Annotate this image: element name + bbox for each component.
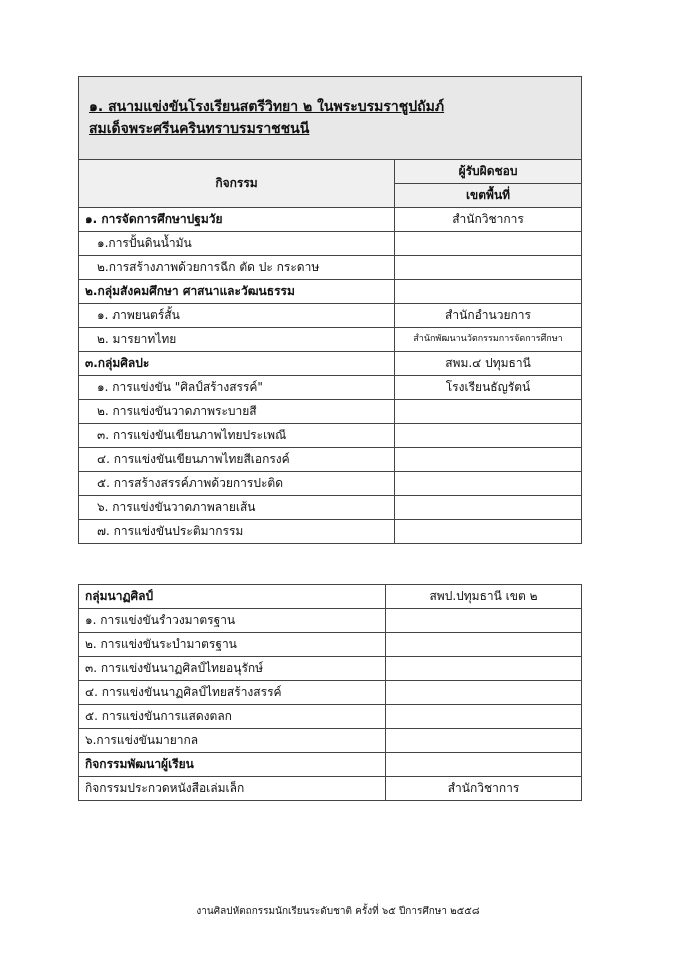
activity-cell: กลุ่มนาฏศิลป์ xyxy=(79,585,386,609)
activity-cell: ๒. การแข่งขันวาดภาพระบายสี xyxy=(79,400,395,424)
responsible-cell xyxy=(386,609,582,633)
table-row xyxy=(79,585,582,609)
activity-cell: ๑. การแข่งขันรำวงมาตรฐาน xyxy=(79,609,386,633)
responsible-cell xyxy=(386,633,582,657)
table-row xyxy=(79,496,582,520)
header-area: เขตพื้นที่ xyxy=(395,184,582,208)
responsible-cell xyxy=(395,472,582,496)
table-row xyxy=(79,609,582,633)
activity-cell: ๔. การแข่งขันเขียนภาพไทยสีเอกรงค์ xyxy=(79,448,395,472)
table-row xyxy=(79,657,582,681)
table-row xyxy=(79,376,582,400)
activity-cell: ๑. ภาพยนตร์สั้น xyxy=(79,304,395,328)
table-row xyxy=(79,208,582,232)
table-title xyxy=(79,77,582,160)
table-row xyxy=(79,424,582,448)
activity-cell: ๑.การปั้นดินน้ำมัน xyxy=(79,232,395,256)
table-row xyxy=(79,352,582,376)
table-row xyxy=(79,400,582,424)
responsible-cell xyxy=(386,753,582,777)
responsible-cell xyxy=(395,280,582,304)
responsible-cell: สำนักอำนวยการ xyxy=(395,304,582,328)
activity-cell: ๓.กลุ่มศิลปะ xyxy=(79,352,395,376)
activity-cell: ๕. การสร้างสรรค์ภาพด้วยการปะติด xyxy=(79,472,395,496)
activity-cell: ๖. การแข่งขันวาดภาพลายเส้น xyxy=(79,496,395,520)
table-row xyxy=(79,753,582,777)
activity-cell: ๖.การแข่งขันมายากล xyxy=(79,729,386,753)
responsible-cell xyxy=(395,232,582,256)
title-line-1: ๑. สนามแข่งขันโรงเรียนสตรีวิทยา ๒ ในพระบรมราชูปถัมภ์ xyxy=(89,99,445,115)
title-line-2: สมเด็จพระศรีนครินทราบรมราชชนนี xyxy=(89,121,310,137)
activity-cell: ๒.กลุ่มสังคมศึกษา ศาสนาและวัฒนธรรม xyxy=(79,280,395,304)
table-row xyxy=(79,232,582,256)
responsible-cell: สำนักพัฒนานวัตกรรมการจัดการศึกษา xyxy=(395,328,582,352)
competition-table-2 xyxy=(78,584,582,801)
table-row xyxy=(79,681,582,705)
table-row xyxy=(79,448,582,472)
page-footer: งานศิลปหัตถกรรมนักเรียนระดับชาติ ครั้งที่ ๖๕ ปีการศึกษา ๒๕๕๘ xyxy=(196,906,480,917)
responsible-cell: โรงเรียนธัญรัตน์ xyxy=(395,376,582,400)
table-row xyxy=(79,304,582,328)
responsible-cell xyxy=(395,256,582,280)
responsible-cell: สำนักวิชาการ xyxy=(395,208,582,232)
responsible-cell xyxy=(386,705,582,729)
responsible-cell: สพป.ปทุมธานี เขต ๒ xyxy=(386,585,582,609)
activity-cell: ๓. การแข่งขันเขียนภาพไทยประเพณี xyxy=(79,424,395,448)
table-row xyxy=(79,520,582,544)
table-row xyxy=(79,472,582,496)
responsible-cell: สำนักวิชาการ xyxy=(386,777,582,801)
responsible-cell xyxy=(386,729,582,753)
activity-cell: ๒. มารยาทไทย xyxy=(79,328,395,352)
table-row xyxy=(79,777,582,801)
activity-cell: ๑. การแข่งขัน "ศิลป์สร้างสรรค์" xyxy=(79,376,395,400)
activity-cell: กิจกรรมพัฒนาผู้เรียน xyxy=(79,753,386,777)
table-row xyxy=(79,633,582,657)
table-row xyxy=(79,729,582,753)
responsible-cell xyxy=(395,520,582,544)
responsible-cell xyxy=(395,448,582,472)
activity-cell: ๕. การแข่งขันการแสดงตลก xyxy=(79,705,386,729)
table-row xyxy=(79,280,582,304)
table-row xyxy=(79,705,582,729)
activity-cell: ๔. การแข่งขันนาฏศิลป์ไทยสร้างสรรค์ xyxy=(79,681,386,705)
activity-cell: ๒.การสร้างภาพด้วยการฉีก ตัด ปะ กระดาษ xyxy=(79,256,395,280)
table-row xyxy=(79,256,582,280)
responsible-cell xyxy=(386,657,582,681)
responsible-cell: สพม.๔ ปทุมธานี xyxy=(395,352,582,376)
table-row xyxy=(79,328,582,352)
responsible-cell xyxy=(386,681,582,705)
responsible-cell xyxy=(395,424,582,448)
activity-cell: ๒. การแข่งขันระบำมาตรฐาน xyxy=(79,633,386,657)
activity-cell: ๓. การแข่งขันนาฏศิลป์ไทยอนุรักษ์ xyxy=(79,657,386,681)
activity-cell: ๑. การจัดการศึกษาปฐมวัย xyxy=(79,208,395,232)
header-activity: กิจกรรม xyxy=(79,160,395,208)
responsible-cell xyxy=(395,496,582,520)
responsible-cell xyxy=(395,400,582,424)
activity-cell: ๗. การแข่งขันประติมากรรม xyxy=(79,520,395,544)
header-responsible: ผู้รับผิดชอบ xyxy=(395,160,582,184)
activity-cell: กิจกรรมประกวดหนังสือเล่มเล็ก xyxy=(79,777,386,801)
competition-table-1 xyxy=(78,76,582,544)
